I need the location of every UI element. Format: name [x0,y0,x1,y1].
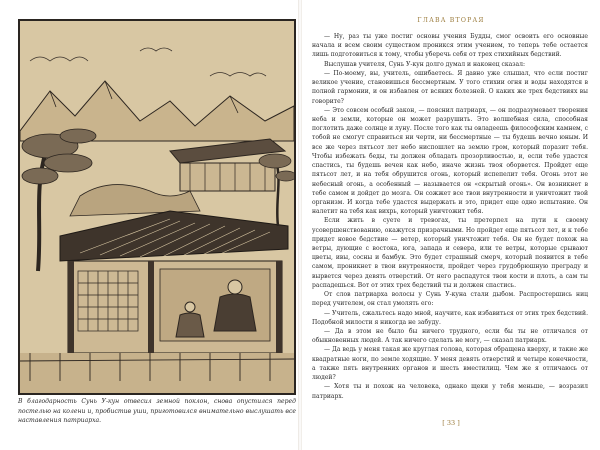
right-page [302,0,600,450]
left-page [0,0,298,450]
body-text [312,32,588,401]
paragraph: — Да в этом не было бы ничего трудного, если бы ты не отличался от обыкновенных людей. А так ничего сделать не могу, — сказал патриарх. [312,328,588,345]
paragraph: — Да ведь у меня такая же круглая голова, которая обращена кверху, и такие же квадратные ноги, по земле ходящие. У меня девять отверстий и четыре конечности, а также пять внутренних органов и шесть вместилищ. Чем же я отличаюсь от людей? [312,346,588,382]
woodcut-drawing [20,21,294,393]
page-number: [ 33 ] [442,419,460,427]
woodcut-illustration [18,19,296,395]
paragraph: Выслушав учителя, Сунь У-кун долго думал и наконец сказал: [324,60,526,68]
paragraph: От слов патриарха волосы у Сунь У-куна стали дыбом. Распростершись ниц перед учителем, он стал умолять его: [312,291,588,308]
paragraph: — Это совсем особый закон, — пояснил патриарх, — он подразумевает творения неба и земли, которые он может разрушить. Это волшебная сила, способная поглотить даже солнце и луну. После того как ты овладеешь философским камнем, с тобой не смогут справиться ни черти, ни бессмертные — ты будешь вечно юным. И все же через пятьсот лет небо ниспошлет на землю гром, который поразит тебя. Чтобы избежать беды, ты должен обладать прозорливостью, и, если тебе удастся спастись, ты будешь вечен как небо, иначе жизнь твоя оборвется. Пройдет еще пятьсот лет, и на тебя обрушится огонь, который испепелит тебя. Огонь этот не небесный огонь, а особенный — называется он «скрытый огонь». Он возникнет в тебе самом и дойдет до мозга. Он сожжет все твои внутренности и уничтожит твой организм. И когда тебе удастся выдержать и это, придет еще одно испытание. Он налетит на тебя как вихрь, который уничтожит тебя. [312,106,588,216]
running-head: ГЛАВА ВТОРАЯ [417,17,485,24]
paragraph: — Учитель, сжальтесь надо мной, научите, как избавиться от этих трех бедствий. Подобной милости я никогда не забуду. [312,309,588,326]
paragraph: — Ну, раз ты уже постиг основы учения Будды, смог освоить его основные начала и всем своим существом проникся этим учением, то теперь тебе остается лишь подготовиться к тому, чтобы уберечь себя от трех стихийных бедствий. [312,33,588,59]
paragraph: — Хотя ты и похож на человека, однако щеки у тебя меньше, — возразил патриарх. [312,383,588,400]
illustration-caption: В благодарность Сунь У-кун отвесил земной поклон, снова опустился перед постелью на колени и, пробистив уши, приготовился внимательно выслушать все наставления патриарха. [18,398,296,424]
paragraph: Если жить в суете и тревогах, ты претерпел на пути к своему усовершенствованию, окажутся призрачными. Но пройдет еще пятьсот лет, и к тебе придет новое бедствие — ветер, который уничтожит тебя. Он не будет похож на ветры, дующие с востока, юга, запада и севера, или те ветры, которые срывают цветы, ивы, сосны и бамбук. Это будет страшный смерч, который появится в тебе самом, проникнет в твои внутренности, пройдет через грудобрюшную преграду и вырвется через девять отверстий. От него распадутся твои кости и плоть, а сам ты распадешься. Вот от этих трех бедствий ты и должен спастись. [312,217,588,289]
paragraph: — По-моему, вы, учитель, ошибаетесь. Я давно уже слышал, что если постиг великое учение, становишься бессмертным. У того стихии огня и воды находятся в полной гармонии, и он избавлен от всяких болезней. О каких же трех бедствиях вы говорите? [312,69,588,105]
